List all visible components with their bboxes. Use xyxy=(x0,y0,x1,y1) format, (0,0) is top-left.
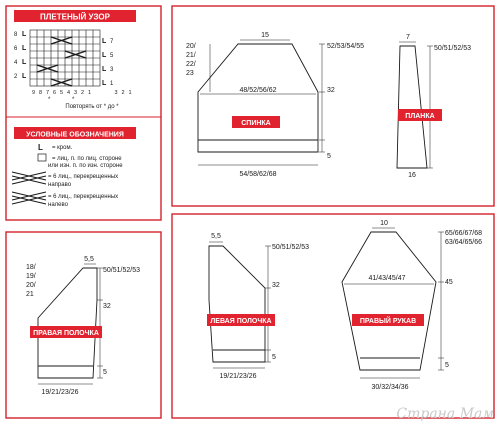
svg-text:L: L xyxy=(22,73,27,80)
svg-text:3: 3 xyxy=(73,90,78,96)
back-width-mid-dim: 48/52/56/62 xyxy=(239,87,277,94)
right-front-neck-dim-2: 19/ xyxy=(26,273,36,280)
pattern-right-numbers xyxy=(110,39,114,87)
right-sleeve-height-dim-1: 65/66/67/68 xyxy=(445,230,482,237)
back-label: СПИНКА xyxy=(241,120,271,127)
pattern-star-left: * xyxy=(48,97,51,103)
svg-text:7: 7 xyxy=(45,90,50,96)
back-dimension-lines xyxy=(198,40,325,165)
right-sleeve-dimension-lines xyxy=(344,228,444,378)
legend-title: УСЛОВНЫЕ ОБОЗНАЧЕНИЯ xyxy=(26,131,124,139)
pattern-cables xyxy=(37,37,86,86)
svg-text:L: L xyxy=(22,45,27,52)
svg-text:L: L xyxy=(22,59,27,66)
left-front-bottom-dim: 19/21/23/26 xyxy=(219,373,257,380)
legend-cross-left-text-1: = 6 лиц., перекрещенных xyxy=(48,194,119,200)
back-shoulder-dim-4: 23 xyxy=(186,70,194,77)
placket-top-dim: 7 xyxy=(406,34,410,41)
right-front-neck-dim-4: 21 xyxy=(26,291,34,298)
svg-text:6: 6 xyxy=(14,46,18,52)
right-sleeve-outline xyxy=(342,232,436,370)
svg-text:8: 8 xyxy=(14,32,18,38)
left-front-dimension-lines xyxy=(209,242,271,368)
svg-text:L: L xyxy=(102,80,107,87)
legend-cross-left-icon xyxy=(12,192,46,204)
legend-box-text-1: = лиц. п. по лиц. стороне xyxy=(52,156,122,162)
left-front-top-dim: 5,5 xyxy=(211,233,221,240)
back-width-bottom-dim: 54/58/62/68 xyxy=(239,171,277,178)
legend-edge-text: = кром. xyxy=(52,145,73,151)
right-front-neck-dim-1: 18/ xyxy=(26,264,36,271)
right-sleeve-rib-dim: 5 xyxy=(445,362,449,369)
back-outline xyxy=(198,44,318,152)
pattern-title: ПЛЕТЕНЫЙ УЗОР xyxy=(40,12,110,22)
svg-text:9: 9 xyxy=(31,90,36,96)
svg-text:L: L xyxy=(22,31,27,38)
svg-text:3: 3 xyxy=(114,90,118,96)
svg-text:5: 5 xyxy=(110,53,114,59)
svg-text:1: 1 xyxy=(110,81,114,87)
right-sleeve-top-dim: 10 xyxy=(380,220,388,227)
placket-label: ПЛАНКА xyxy=(405,113,435,120)
right-front-height-dim: 50/51/52/53 xyxy=(103,267,140,274)
legend-cross-right-text-2: направо xyxy=(48,182,72,188)
svg-text:L: L xyxy=(102,38,107,45)
legend-edge-symbol: L xyxy=(38,143,43,152)
left-front-rib-dim: 5 xyxy=(272,354,276,361)
placket-outline xyxy=(397,46,427,168)
svg-text:L: L xyxy=(102,52,107,59)
svg-text:2: 2 xyxy=(14,74,18,80)
pattern-star-right: * xyxy=(72,97,75,103)
svg-text:6: 6 xyxy=(52,90,57,96)
placket-dimension-lines xyxy=(399,42,433,168)
back-frame xyxy=(172,6,494,206)
watermark: Страна Мам xyxy=(396,406,494,422)
legend-box-symbol xyxy=(38,154,46,161)
pattern-column-numbers xyxy=(32,90,132,96)
svg-text:5: 5 xyxy=(59,90,64,96)
svg-text:7: 7 xyxy=(110,39,114,45)
right-sleeve-width-mid-dim: 41/43/45/47 xyxy=(368,275,406,282)
legend-cross-right-text-1: = 6 лиц., перекрещенных xyxy=(48,174,119,180)
back-top-dim: 15 xyxy=(261,32,269,39)
left-front-height-dim: 50/51/52/53 xyxy=(272,244,309,251)
svg-text:3: 3 xyxy=(110,67,114,73)
back-shoulder-dim-2: 21/ xyxy=(186,52,196,59)
back-rib-dim: 5 xyxy=(327,153,331,160)
svg-text:1: 1 xyxy=(128,90,132,96)
svg-text:L: L xyxy=(102,66,107,73)
svg-text:2: 2 xyxy=(80,90,85,96)
back-armhole-dim: 32 xyxy=(327,87,335,94)
right-sleeve-height-dim-2: 63/64/65/66 xyxy=(445,239,482,246)
legend-box-text-2: или изн. п. по изн. стороне xyxy=(48,163,123,169)
right-front-bottom-dim: 19/21/23/26 xyxy=(41,389,79,396)
left-front-outline xyxy=(209,246,265,362)
legend-cross-left-text-2: налево xyxy=(48,202,68,208)
back-shoulder-dim-3: 22/ xyxy=(186,61,196,68)
back-height-dim: 52/53/54/55 xyxy=(327,43,364,50)
right-front-outline xyxy=(38,268,97,378)
back-shoulder-dim-1: 20/ xyxy=(186,43,196,50)
svg-text:1: 1 xyxy=(87,90,92,96)
left-front-armhole-dim: 32 xyxy=(272,282,280,289)
right-sleeve-armhole-dim: 45 xyxy=(445,279,453,286)
pattern-repeat-note: Повторять от * до * xyxy=(65,104,119,110)
right-sleeve-bottom-dim: 30/32/34/36 xyxy=(371,384,409,391)
left-front-label: ЛЕВАЯ ПОЛОЧКА xyxy=(210,318,272,325)
svg-text:4: 4 xyxy=(66,90,71,96)
pattern-left-numbers xyxy=(14,32,18,80)
svg-text:2: 2 xyxy=(121,90,125,96)
svg-text:4: 4 xyxy=(14,60,18,66)
right-front-label: ПРАВАЯ ПОЛОЧКА xyxy=(33,330,99,337)
svg-text:8: 8 xyxy=(38,90,43,96)
right-front-neck-dim-3: 20/ xyxy=(26,282,36,289)
placket-height-dim: 50/51/52/53 xyxy=(434,45,471,52)
pattern-frame xyxy=(6,6,161,220)
legend-cross-right-icon xyxy=(12,172,46,184)
right-front-rib-dim: 5 xyxy=(103,369,107,376)
right-front-top-dim: 5,5 xyxy=(84,256,94,263)
right-front-armhole-dim: 32 xyxy=(103,303,111,310)
placket-bottom-dim: 16 xyxy=(408,172,416,179)
right-sleeve-label: ПРАВЫЙ РУКАВ xyxy=(359,318,417,325)
